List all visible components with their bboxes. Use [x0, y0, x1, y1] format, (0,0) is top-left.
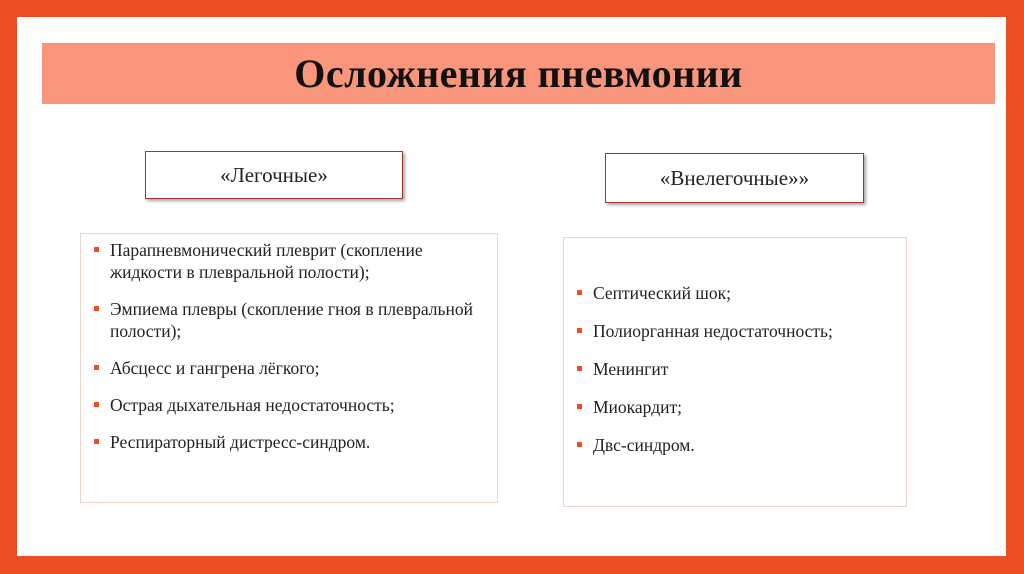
list-item-text: Септический шок; — [593, 283, 732, 303]
square-bullet-icon — [94, 402, 99, 407]
list-item — [93, 298, 487, 342]
list-item — [576, 282, 896, 304]
list-item — [576, 396, 896, 418]
square-bullet-icon — [94, 306, 99, 311]
square-bullet-icon — [577, 442, 582, 447]
square-bullet-icon — [577, 328, 582, 333]
square-bullet-icon — [577, 290, 582, 295]
list-item — [93, 357, 487, 379]
extrapulmonary-heading: «Внелегочные»» — [659, 165, 810, 190]
pulmonary-heading: «Легочные» — [220, 162, 328, 187]
extrapulmonary-heading-box — [605, 153, 864, 203]
list-item-text: Эмпиема плевры (скопление гноя в плевральной полости); — [110, 299, 473, 341]
square-bullet-icon — [94, 247, 99, 252]
list-item — [576, 320, 896, 342]
pulmonary-complications-list — [80, 233, 498, 503]
square-bullet-icon — [94, 439, 99, 444]
list-item-text: Острая дыхательная недостаточность; — [110, 395, 395, 415]
extrapulmonary-complications-list — [563, 237, 907, 507]
list-item — [93, 239, 487, 283]
list-item-text: Менингит — [593, 359, 669, 379]
slide — [17, 17, 1006, 556]
pulmonary-heading-box — [145, 151, 403, 199]
title-bar — [42, 43, 995, 104]
pulmonary-list — [93, 239, 487, 453]
list-item-text: Респираторный дистресс-синдром. — [110, 432, 371, 452]
square-bullet-icon — [577, 404, 582, 409]
list-item-text: Миокардит; — [593, 397, 682, 417]
list-item-text: Двс-синдром. — [593, 435, 695, 455]
list-item — [576, 358, 896, 380]
slide-title: Осложнения пневмонии — [294, 51, 743, 96]
list-item — [93, 431, 487, 453]
square-bullet-icon — [94, 365, 99, 370]
list-item — [576, 434, 896, 456]
extrapulmonary-list — [576, 282, 896, 456]
list-item-text: Парапневмонический плеврит (скопление жидкости в плевральной полости); — [110, 240, 423, 282]
list-item — [93, 394, 487, 416]
list-item-text: Полиорганная недостаточность; — [593, 321, 833, 341]
square-bullet-icon — [577, 366, 582, 371]
list-item-text: Абсцесс и гангрена лёгкого; — [110, 358, 320, 378]
